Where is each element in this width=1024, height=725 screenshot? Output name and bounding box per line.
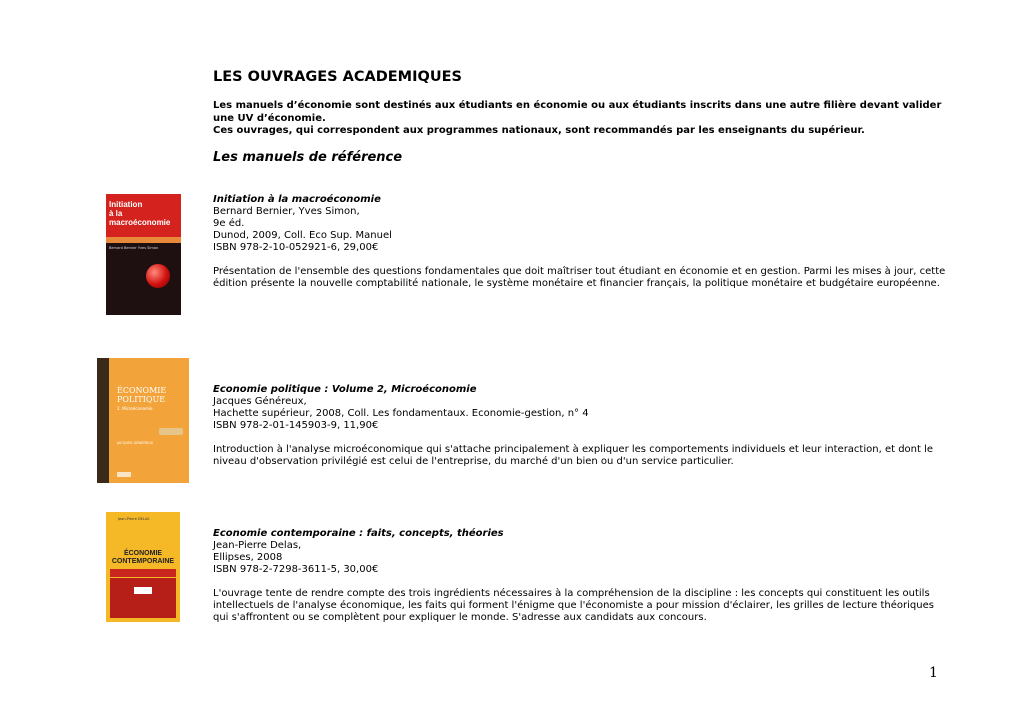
book-authors: Jacques Généreux,	[213, 396, 307, 407]
book-cover-economie-contemporaine	[106, 512, 180, 622]
cover-subtitle-band	[110, 569, 176, 577]
book-isbn: ISBN 978-2-01-145903-9, 11,90€	[213, 420, 379, 431]
book-title: Economie politique : Volume 2, Microéconomie	[213, 384, 477, 395]
section-title: Les manuels de référence	[213, 150, 403, 165]
cover-title-line: macroéconomie	[109, 218, 171, 227]
cover-title-line: CONTEMPORAINE	[111, 558, 175, 565]
book-entry	[213, 384, 948, 468]
book-description: L'ouvrage tente de rendre compte des trois ingrédients nécessaires à la compréhension de la discipline : les concepts qui constituent les outils intellectuels de l'analyse économique, les faits qui forment l'énigme que l'économiste a pour mission d'éclairer, les grilles de lecture théoriques qui s'affrontent ou se complètent pour expliquer le monde. S'adresse aux candidats aux concours.	[213, 588, 934, 623]
book-edition: 9e éd.	[213, 218, 245, 229]
cover-title-line: Initiation	[109, 200, 143, 209]
book-isbn: ISBN 978-2-7298-3611-5, 30,00€	[213, 564, 379, 575]
cover-title-line: POLITIQUE	[117, 395, 166, 404]
cover-sphere-image	[146, 264, 170, 288]
book-publisher: Hachette supérieur, 2008, Coll. Les fondamentaux. Economie-gestion, n° 4	[213, 408, 589, 419]
cover-panel	[110, 578, 176, 618]
cover-panel	[106, 243, 181, 315]
cover-title-line: à la	[109, 209, 123, 218]
cover-author: Jean-Pierre DELAS	[118, 517, 150, 521]
book-isbn: ISBN 978-2-10-052921-6, 29,00€	[213, 242, 379, 253]
cover-title	[109, 200, 170, 227]
book-entry	[213, 528, 948, 624]
book-description: Présentation de l'ensemble des questions fondamentales que doit maîtriser tout étudiant en économie et en gestion. Parmi les mises à jour, cette édition présente la nouvelle comptabilité nationale, le système monétaire et financier français, la politique monétaire et budgétaire européenne.	[213, 266, 946, 289]
cover-title	[117, 386, 166, 404]
cover-author: JACQUES GÉNÉREUX	[117, 441, 153, 445]
book-publisher: Dunod, 2009, Coll. Eco Sup. Manuel	[213, 230, 392, 241]
book-authors: Jean-Pierre Delas,	[213, 540, 302, 551]
cover-subtitle: 2. Microéconomie	[117, 406, 153, 411]
intro-line-2: Ces ouvrages, qui correspondent aux programmes nationaux, sont recommandés par les enseignants du supérieur.	[213, 125, 865, 136]
cover-authors: Bernard Bernier Yves Simon	[109, 246, 159, 250]
book-title: Economie contemporaine : faits, concepts, théories	[213, 528, 504, 539]
book-description: Introduction à l'analyse microéconomique qui s'attache principalement à expliquer les comportements individuels et leur interaction, et dont le niveau d'observation privilégié est celui de l'entreprise, du marché d'un bien ou d'un service particulier.	[213, 444, 934, 467]
publisher-logo	[117, 472, 131, 477]
intro-text	[213, 100, 948, 138]
book-entry	[213, 194, 948, 290]
intro-line-1: Les manuels d’économie sont destinés aux étudiants en économie ou aux étudiants inscrits dans une autre filière devant valider une UV d’économie.	[213, 100, 942, 124]
cover-badge	[159, 428, 183, 435]
book-cover-macroeconomie	[106, 194, 181, 315]
book-title: Initiation à la macroéconomie	[213, 194, 381, 205]
page-title: LES OUVRAGES ACADEMIQUES	[213, 69, 462, 85]
book-cover-economie-politique	[97, 358, 189, 483]
book-publisher: Ellipses, 2008	[213, 552, 283, 563]
page-number: 1	[929, 665, 938, 681]
book-authors: Bernard Bernier, Yves Simon,	[213, 206, 360, 217]
cover-label	[134, 587, 152, 594]
cover-spine	[97, 358, 109, 483]
cover-title-line: ÉCONOMIE	[123, 550, 163, 557]
cover-title	[110, 550, 176, 566]
cover-title-line: ÉCONOMIE	[117, 386, 167, 395]
